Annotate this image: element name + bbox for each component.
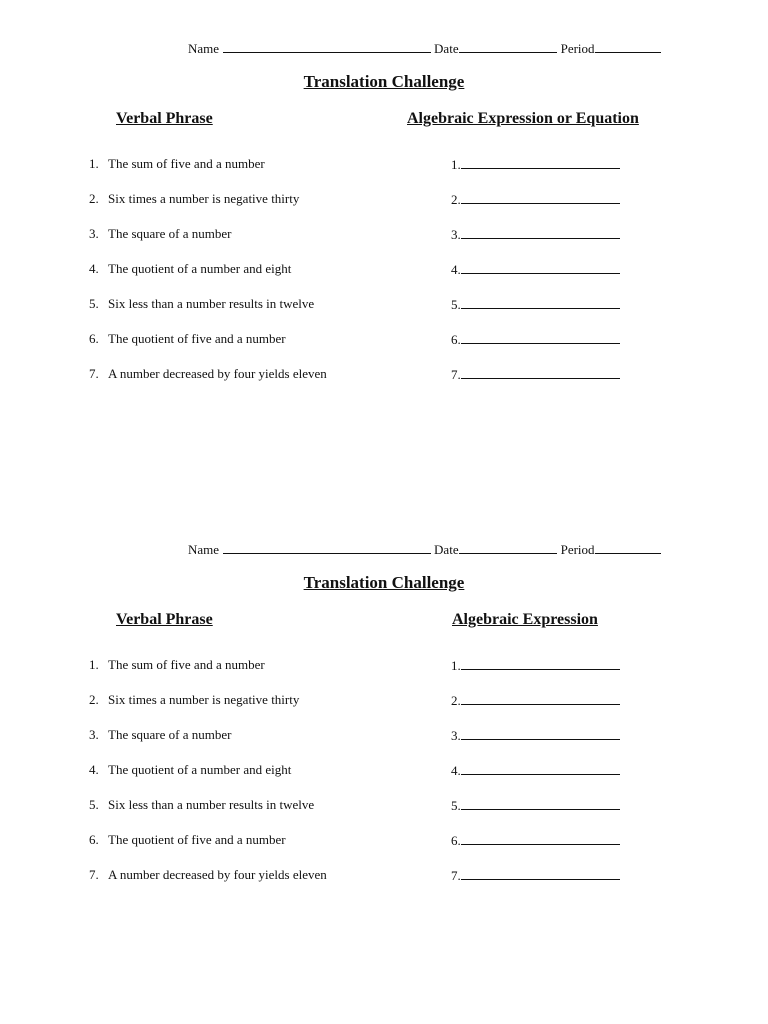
verbal-phrase: The sum of five and a number	[108, 657, 265, 672]
problem-row	[0, 226, 768, 246]
problem-row	[0, 296, 768, 316]
answer-field[interactable]	[451, 867, 620, 884]
answer-field[interactable]	[451, 156, 620, 173]
answer-field[interactable]	[451, 191, 620, 208]
period-label: Period	[560, 542, 595, 557]
answer-number: 5.	[451, 297, 461, 312]
verbal-phrase-heading: Verbal Phrase	[116, 110, 213, 127]
verbal-phrase: The quotient of a number and eight	[108, 762, 292, 777]
verbal-phrase: The square of a number	[108, 226, 232, 241]
worksheet-title: Translation Challenge	[303, 573, 465, 592]
answer-number: 2.	[451, 693, 461, 708]
answer-number: 1.	[451, 658, 461, 673]
problem-number: 4.	[89, 261, 99, 276]
answer-blank[interactable]	[461, 366, 620, 379]
problem-row	[0, 261, 768, 281]
student-info-line	[188, 541, 661, 558]
problem-row	[0, 657, 768, 677]
problem-row	[0, 366, 768, 386]
answer-blank[interactable]	[461, 191, 620, 204]
problem-row	[0, 867, 768, 887]
answer-field[interactable]	[451, 296, 620, 313]
problem-number: 3.	[89, 727, 99, 742]
date-blank[interactable]	[459, 40, 557, 53]
answer-number: 6.	[451, 833, 461, 848]
answer-blank[interactable]	[461, 226, 620, 239]
answer-blank[interactable]	[461, 331, 620, 344]
name-label: Name	[188, 542, 220, 557]
problem-row	[0, 331, 768, 351]
answer-number: 6.	[451, 332, 461, 347]
problem-number: 6.	[89, 832, 99, 847]
problem-number: 3.	[89, 226, 99, 241]
answer-blank[interactable]	[461, 832, 620, 845]
date-label: Date	[434, 542, 459, 557]
answer-blank[interactable]	[461, 296, 620, 309]
name-label: Name	[188, 41, 220, 56]
answer-blank[interactable]	[461, 156, 620, 169]
problem-row	[0, 832, 768, 852]
answer-field[interactable]	[451, 727, 620, 744]
problem-number: 7.	[89, 867, 99, 882]
problem-number: 2.	[89, 692, 99, 707]
answer-number: 1.	[451, 157, 461, 172]
answer-number: 5.	[451, 798, 461, 813]
date-label: Date	[434, 41, 459, 56]
verbal-phrase: The quotient of five and a number	[108, 832, 286, 847]
answer-blank[interactable]	[461, 762, 620, 775]
problem-number: 5.	[89, 797, 99, 812]
name-blank[interactable]	[223, 40, 431, 53]
answer-field[interactable]	[451, 226, 620, 243]
answer-field[interactable]	[451, 762, 620, 779]
answer-blank[interactable]	[461, 727, 620, 740]
answer-field[interactable]	[451, 797, 620, 814]
answer-field[interactable]	[451, 261, 620, 278]
problem-row	[0, 727, 768, 747]
answer-blank[interactable]	[461, 657, 620, 670]
algebraic-heading: Algebraic Expression	[452, 611, 598, 628]
verbal-phrase: The sum of five and a number	[108, 156, 265, 171]
problem-row	[0, 191, 768, 211]
verbal-phrase: The square of a number	[108, 727, 232, 742]
problem-row	[0, 762, 768, 782]
verbal-phrase: Six less than a number results in twelve	[108, 296, 315, 311]
date-blank[interactable]	[459, 541, 557, 554]
period-blank[interactable]	[595, 541, 661, 554]
verbal-phrase-heading: Verbal Phrase	[116, 611, 213, 628]
answer-field[interactable]	[451, 366, 620, 383]
worksheet-title: Translation Challenge	[303, 72, 465, 91]
answer-field[interactable]	[451, 692, 620, 709]
problem-number: 1.	[89, 657, 99, 672]
problem-row	[0, 692, 768, 712]
answer-number: 7.	[451, 367, 461, 382]
problem-number: 4.	[89, 762, 99, 777]
answer-number: 3.	[451, 227, 461, 242]
answer-number: 4.	[451, 262, 461, 277]
problem-row	[0, 156, 768, 176]
verbal-phrase: Six times a number is negative thirty	[108, 191, 300, 206]
period-label: Period	[560, 41, 595, 56]
answer-blank[interactable]	[461, 867, 620, 880]
problem-number: 1.	[89, 156, 99, 171]
verbal-phrase: A number decreased by four yields eleven	[108, 366, 327, 381]
name-blank[interactable]	[223, 541, 431, 554]
answer-number: 7.	[451, 868, 461, 883]
answer-number: 2.	[451, 192, 461, 207]
answer-blank[interactable]	[461, 261, 620, 274]
answer-field[interactable]	[451, 331, 620, 348]
problem-row	[0, 797, 768, 817]
period-blank[interactable]	[595, 40, 661, 53]
student-info-line	[188, 40, 661, 57]
worksheet-2	[0, 501, 768, 901]
answer-field[interactable]	[451, 657, 620, 674]
problem-number: 2.	[89, 191, 99, 206]
verbal-phrase: The quotient of a number and eight	[108, 261, 292, 276]
verbal-phrase: The quotient of five and a number	[108, 331, 286, 346]
answer-blank[interactable]	[461, 692, 620, 705]
verbal-phrase: A number decreased by four yields eleven	[108, 867, 327, 882]
problem-number: 7.	[89, 366, 99, 381]
worksheet-1	[0, 0, 768, 400]
answer-number: 3.	[451, 728, 461, 743]
verbal-phrase: Six times a number is negative thirty	[108, 692, 300, 707]
problem-number: 6.	[89, 331, 99, 346]
answer-number: 4.	[451, 763, 461, 778]
verbal-phrase: Six less than a number results in twelve	[108, 797, 315, 812]
algebraic-heading: Algebraic Expression or Equation	[407, 110, 639, 127]
answer-blank[interactable]	[461, 797, 620, 810]
answer-field[interactable]	[451, 832, 620, 849]
problem-number: 5.	[89, 296, 99, 311]
